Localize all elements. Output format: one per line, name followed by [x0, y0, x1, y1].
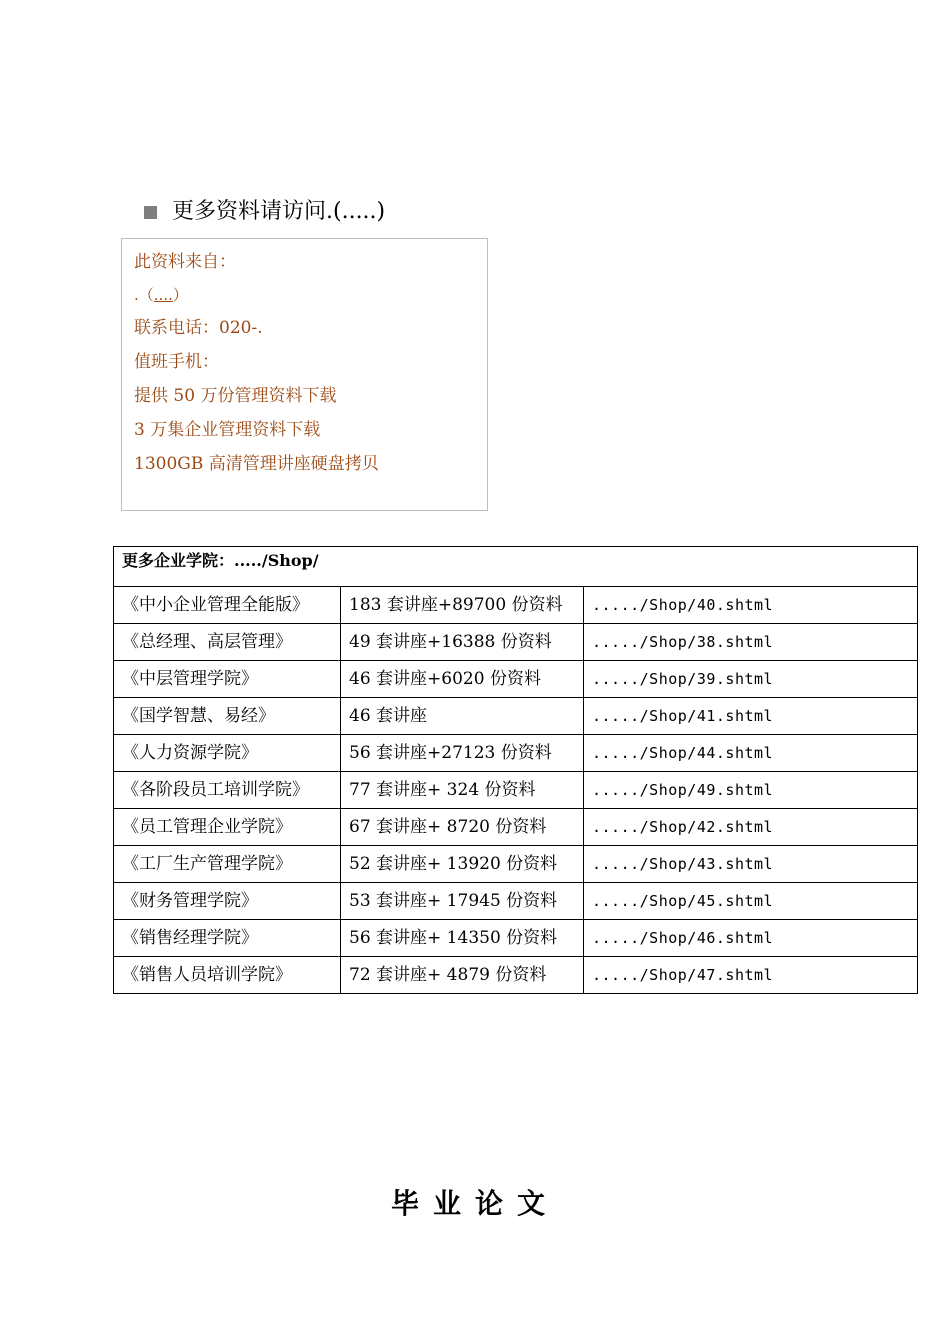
academy-name-cell: 《员工管理企业学院》: [114, 809, 341, 846]
academy-url-cell[interactable]: ...../Shop/39.shtml: [584, 661, 918, 698]
table-row: [114, 698, 918, 735]
academy-url-cell[interactable]: ...../Shop/42.shtml: [584, 809, 918, 846]
table-body: [114, 587, 918, 994]
table-row: [114, 624, 918, 661]
academy-count-cell: 49 套讲座+16388 份资料: [341, 624, 584, 661]
academy-url-cell[interactable]: ...../Shop/46.shtml: [584, 920, 918, 957]
academy-name-cell: 《国学智慧、易经》: [114, 698, 341, 735]
source-info-box: [121, 238, 488, 511]
academy-url-cell[interactable]: ...../Shop/49.shtml: [584, 772, 918, 809]
academy-count-cell: 183 套讲座+89700 份资料: [341, 587, 584, 624]
table-row: [114, 957, 918, 994]
academy-url-cell[interactable]: ...../Shop/47.shtml: [584, 957, 918, 994]
academy-count-cell: 72 套讲座+ 4879 份资料: [341, 957, 584, 994]
academy-count-cell: 56 套讲座+27123 份资料: [341, 735, 584, 772]
academy-count-cell: 52 套讲座+ 13920 份资料: [341, 846, 584, 883]
academy-count-cell: 56 套讲座+ 14350 份资料: [341, 920, 584, 957]
academy-url-cell[interactable]: ...../Shop/38.shtml: [584, 624, 918, 661]
promo-heading: [144, 196, 385, 228]
academy-url-cell[interactable]: ...../Shop/45.shtml: [584, 883, 918, 920]
thesis-title: 毕业论文: [390, 1187, 559, 1220]
table-row: [114, 920, 918, 957]
link-prefix: .（: [134, 286, 154, 304]
offer-line-2: 3 万集企业管理资料下载: [134, 420, 321, 440]
academy-count-cell: 77 套讲座+ 324 份资料: [341, 772, 584, 809]
academy-name-cell: 《人力资源学院》: [114, 735, 341, 772]
academy-count-cell: 67 套讲座+ 8720 份资料: [341, 809, 584, 846]
table-row: [114, 846, 918, 883]
academy-name-cell: 《各阶段员工培训学院》: [114, 772, 341, 809]
source-link-line: [134, 279, 487, 311]
phone-line: 联系电话：020-.: [134, 318, 263, 338]
academy-count-cell: 46 套讲座+6020 份资料: [341, 661, 584, 698]
mobile-line: 值班手机：: [134, 352, 219, 372]
academy-table: [113, 546, 918, 994]
academy-name-cell: 《销售经理学院》: [114, 920, 341, 957]
table-row: [114, 883, 918, 920]
square-bullet-icon: [144, 206, 157, 219]
academy-name-cell: 《中小企业管理全能版》: [114, 587, 341, 624]
link-suffix: ）: [172, 286, 188, 304]
academy-name-cell: 《工厂生产管理学院》: [114, 846, 341, 883]
source-line: 此资料来自：: [134, 252, 236, 272]
academy-url-cell[interactable]: ...../Shop/43.shtml: [584, 846, 918, 883]
academy-count-cell: 53 套讲座+ 17945 份资料: [341, 883, 584, 920]
academy-url-cell[interactable]: ...../Shop/40.shtml: [584, 587, 918, 624]
table-header: 更多企业学院：...../Shop/: [114, 547, 918, 587]
promo-heading-text: 更多资料请访问.(.....): [172, 199, 386, 224]
table-header-row: [114, 547, 918, 587]
academy-name-cell: 《总经理、高层管理》: [114, 624, 341, 661]
offer-line-1: 提供 50 万份管理资料下载: [134, 386, 337, 406]
table-row: [114, 587, 918, 624]
academy-url-cell[interactable]: ...../Shop/41.shtml: [584, 698, 918, 735]
academy-count-cell: 46 套讲座: [341, 698, 584, 735]
source-link[interactable]: ....: [153, 286, 173, 304]
offer-line-3: 1300GB 高清管理讲座硬盘拷贝: [134, 454, 379, 474]
academy-name-cell: 《中层管理学院》: [114, 661, 341, 698]
academy-name-cell: 《销售人员培训学院》: [114, 957, 341, 994]
table-row: [114, 772, 918, 809]
table-row: [114, 735, 918, 772]
table-row: [114, 809, 918, 846]
academy-url-cell[interactable]: ...../Shop/44.shtml: [584, 735, 918, 772]
table-row: [114, 661, 918, 698]
academy-name-cell: 《财务管理学院》: [114, 883, 341, 920]
